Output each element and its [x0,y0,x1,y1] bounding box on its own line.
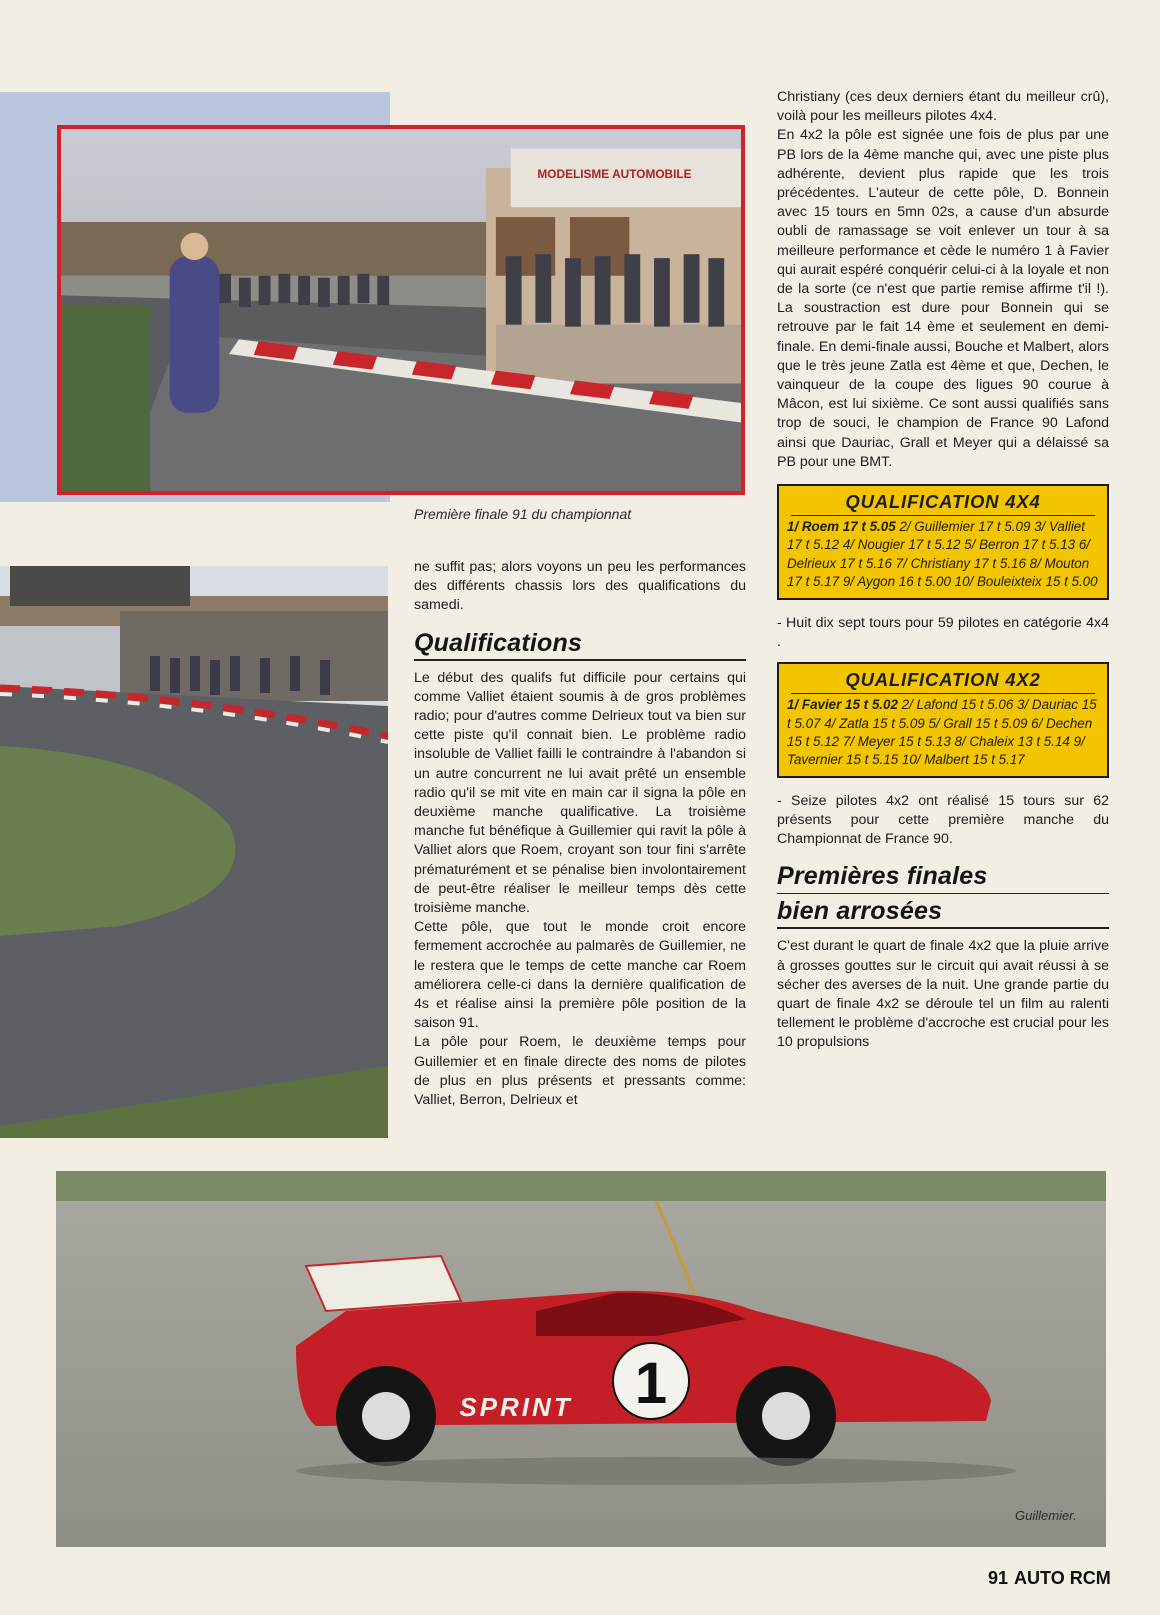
intro-paragraph: ne suffit pas; alors voyons un peu les performances des différents chassis lors des qualifications du samedi. [414,559,746,614]
results-body [787,697,1097,767]
article-paragraph: C'est durant le quart de finale 4x2 que la pluie arrive à grosses gouttes sur le circuit qui avait réussi à se sécher des averses de la nuit. Une grande partie du quart de finale 4x2 se déroule tel un film au ralenti tellement le problème d'accroche est crucial pour les 10 propulsions [777,938,1109,1051]
results-title-rule [791,515,1095,516]
race-grid-photo [57,125,745,495]
results-title [787,668,1099,694]
page-footer [988,1568,1111,1589]
results-title-rule [791,693,1095,694]
results-rest: 2/ Lafond 15 t 5.06 3/ Dauriac 15 t 5.07 4/ Zatla 15 t 5.09 5/ Grall 15 t 5.09 6/ Dechen 15 t 5.12 7/ Meyer 15 t 5.13 8/ Chaleix 13 t 5.14 9/ Tavernier 15 t 5.15 10/ Malbert 15 t 5.17 [787,697,1097,768]
article-paragraph: Cette pôle, que tout le monde croit encore fermement accrochée au palmarès de Guillemier, ne le restera que le temps de cette manche car Roem améliorera celle-ci dans la dernière qualification de 4s et réalise ainsi la première pôle position de la saison 91. [414,919,746,1032]
results-box-4x2 [777,662,1109,778]
results-rest: 2/ Guillemier 17 t 5.09 3/ Valliet 17 t 5.12 4/ Nougier 17 t 5.12 5/ Berron 17 t 5.13 6/ Delrieux 17 t 5.16 7/ Christiany 17 t 5.16 8/ Mouton 17 t 5.17 9/ Aygon 16 t 5.00 10/ Bouleixteix 15 t 5.00 [787,519,1098,590]
article-column-middle [414,558,746,1110]
car-number: 1 [634,1351,668,1416]
results-leader: 1/ Roem 17 t 5.05 [787,519,896,535]
heading-divider [414,659,746,661]
photo-caption: Guillemier. [1015,1508,1077,1523]
heading-divider [777,927,1109,929]
red-car-illustration [56,1171,1106,1547]
article-paragraph: Christiany (ces deux derniers étant du meilleur crû), voilà pour les meilleurs pilotes 4x4. [777,89,1109,125]
results-box-4x4 [777,484,1109,600]
results-title-text: QUALIFICATION 4X4 [845,491,1041,513]
race-grid-illustration [61,129,741,491]
heading-divider [777,893,1109,894]
section-heading-qualifications: Qualifications [414,628,583,657]
results-leader: 1/ Favier 15 t 5.02 [787,697,898,713]
section-heading-finales-line1: Premières finales [777,862,988,891]
article-paragraph: Le début des qualifs fut difficile pour certains qui comme Valliet étaient soumis à de gros problèmes radio; pour d'autres comme Delrieux tout va bien sur cette piste qu'il connait bien. Le problème radio insoluble de Valliet failli le contraindre à l'abandon si un autre concurrent ne lui avait prêté un ensemble radio qu'il se mit vite en main car il signa la pôle en deuxième manche qualificative. La troisième manche fut bénéfique à Guillemier qui ravit la pôle à Valliet alors que Roem, croyant son tour fini s'arrête prématurément et se pénalise bien involontairement de peut-être réaliser le meilleur temps dès cette troisième manche. [414,669,746,917]
track-photo [0,566,388,1138]
results-title [787,490,1099,516]
results-body [787,519,1098,589]
magazine-name: AUTO RCM [1014,1568,1111,1588]
article-column-right [777,88,1109,1053]
section-heading-finales-line2: bien arrosées [777,897,943,926]
article-paragraph: La pôle pour Roem, le deuxième temps pour Guillemier et en finale directe des noms de pilotes de plus en plus présents et pressants comme: Valliet, Berron, Delrieux et [414,1034,746,1109]
track-illustration [0,566,388,1138]
red-car-photo [56,1171,1106,1547]
car-sponsor-text: SPRINT [459,1392,573,1422]
photo-caption: Première finale 91 du championnat [414,506,632,522]
article-paragraph: En 4x2 la pôle est signée une fois de plus par une PB lors de la 4ème manche qui, avec une piste plus adhérente, devient plus rapide que les trois précédentes. L'auteur de cette pôle, D. Bonnein avec 15 tours en 5mn 02s, a cause d'un absurde oubli de ramassage se voit enlever un tour à sa meilleure performance et cède le numéro 1 à Favier qui aurait espéré conquérir celui-ci à la loyale et non de la sorte (ce n'est que partie remise affirme t'il !). La soustraction est dure pour Bonnein qui se retrouve par le fait 14 ème et seulement en demi-finale. En demi-finale aussi, Bouche et Malbert, alors que le très jeune Zatla est 4ème et que, Dechen, le vainqueur de la coupe des ligues 90 courue à Mâcon, est lui sixième. Ce sont aussi qualifiés sans trop de souci, le champion de France 90 Lafond ainsi que Dauriac, Grall et Meyer qui a délaissé sa PB pour une BMT. [777,127,1109,470]
page-number: 91 [988,1568,1009,1588]
note-4x2: - Seize pilotes 4x2 ont réalisé 15 tours sur 62 présents pour cette première manche du Championnat de France 90. [777,792,1109,848]
note-4x4: - Huit dix sept tours pour 59 pilotes en catégorie 4x4 . [777,614,1109,650]
results-title-text: QUALIFICATION 4X2 [845,669,1041,691]
svg-text:MODELISME AUTOMOBILE: MODELISME AUTOMOBILE [537,166,692,181]
